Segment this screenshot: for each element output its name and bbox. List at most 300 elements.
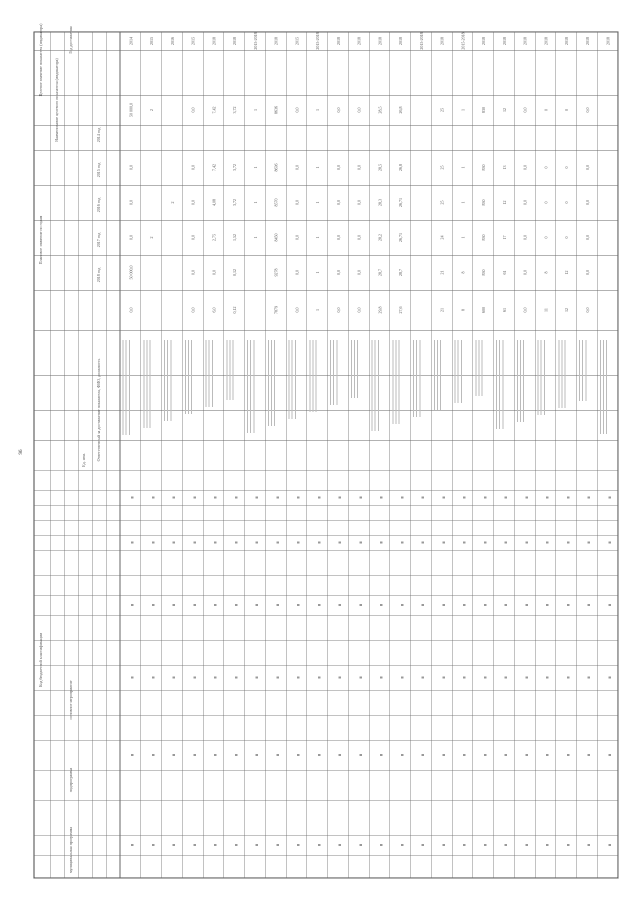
table-cell: 2014: [128, 37, 134, 45]
code-mark: [567, 754, 569, 756]
code-mark: [276, 604, 278, 606]
code-mark: [297, 676, 299, 678]
code-mark: [173, 541, 175, 543]
code-mark: [484, 844, 486, 846]
table-cell: 21: [439, 270, 445, 275]
code-mark: [608, 496, 610, 498]
code-mark: [422, 676, 424, 678]
table-cell: 50 000,0: [128, 103, 134, 117]
code-mark: [214, 541, 216, 543]
code-mark: [422, 604, 424, 606]
table-cell: 0: [543, 201, 549, 204]
code-mark: [339, 496, 341, 498]
table-cell: 2018: [211, 37, 217, 45]
code-mark: [588, 604, 590, 606]
table-cell: 0,0: [356, 307, 362, 313]
code-mark: [463, 541, 465, 543]
table-cell: 26,71: [398, 233, 404, 242]
table-cell: 1: [315, 201, 321, 204]
table-cell: 0,0: [522, 165, 528, 170]
table-cell: 830: [481, 234, 487, 241]
code-mark: [525, 604, 527, 606]
code-mark: [276, 496, 278, 498]
code-mark: [152, 676, 154, 678]
code-mark: [318, 754, 320, 756]
table-cell: 28,3: [377, 199, 383, 206]
code-mark: [131, 676, 133, 678]
code-mark: [608, 676, 610, 678]
code-mark: [442, 496, 444, 498]
code-mark: [401, 844, 403, 846]
table-cell: 0,0: [128, 235, 134, 240]
table-cell: 0,0: [128, 165, 134, 170]
table-cell: 0,0: [584, 165, 590, 170]
code-mark: [359, 676, 361, 678]
code-mark: [422, 844, 424, 846]
table-cell: 8570: [273, 198, 279, 207]
table-cell: 28,5: [377, 106, 383, 114]
code-mark: [235, 844, 237, 846]
code-mark: [193, 604, 195, 606]
table-cell: 26,8: [398, 164, 404, 171]
table-cell: 0,0: [335, 200, 341, 205]
table-cell: 0,0: [356, 270, 362, 275]
code-mark: [380, 541, 382, 543]
table-cell: 0: [564, 109, 570, 111]
header-plan-year: 2016 год: [96, 197, 101, 213]
code-mark: [525, 844, 527, 846]
code-mark: [463, 844, 465, 846]
code-mark: [173, 604, 175, 606]
code-mark: [318, 541, 320, 543]
table-cell: 1: [460, 201, 466, 204]
code-mark: [214, 676, 216, 678]
code-mark: [152, 754, 154, 756]
code-mark: [463, 604, 465, 606]
table-cell: 0,0: [190, 235, 196, 240]
table-cell: 0,0: [356, 200, 362, 205]
code-mark: [484, 754, 486, 756]
table-cell: 830: [481, 199, 487, 206]
code-mark: [505, 844, 507, 846]
code-mark: [193, 844, 195, 846]
code-mark: [422, 496, 424, 498]
code-mark: [546, 676, 548, 678]
header-indicator-name: Наименование целевого показателя (индикатора): [54, 58, 59, 142]
code-mark: [567, 541, 569, 543]
code-mark: [359, 496, 361, 498]
code-mark: [546, 754, 548, 756]
table-cell: 28,7: [398, 269, 404, 276]
code-mark: [525, 496, 527, 498]
code-mark: [359, 844, 361, 846]
table-cell: 0,0: [356, 107, 362, 113]
page-number: 96: [19, 449, 24, 455]
code-mark: [297, 496, 299, 498]
table-cell: 12: [501, 200, 507, 205]
code-mark: [173, 754, 175, 756]
table-cell: 0: [564, 166, 570, 169]
code-mark: [608, 754, 610, 756]
code-mark: [546, 541, 548, 543]
code-mark: [256, 676, 258, 678]
code-mark: [256, 844, 258, 846]
code-mark: [608, 604, 610, 606]
table-cell: 2018: [481, 37, 487, 45]
code-mark: [422, 541, 424, 543]
code-mark: [463, 496, 465, 498]
code-mark: [442, 604, 444, 606]
table-cell: 0,0: [128, 307, 134, 313]
table-cell: 1: [252, 166, 258, 169]
table-cell: 0,0: [128, 200, 134, 205]
header-unit: Ед. изм.: [81, 453, 86, 467]
code-mark: [525, 676, 527, 678]
code-mark: [214, 496, 216, 498]
table-cell: 0: [543, 109, 549, 111]
code-mark: [505, 676, 507, 678]
table-cell: 0,0: [522, 200, 528, 205]
table-cell: 0,0: [294, 200, 300, 205]
table-cell: 6,0: [211, 307, 217, 313]
table-cell: 2018: [584, 37, 590, 45]
table-cell: 28,2: [377, 234, 383, 241]
table-cell: 25: [439, 108, 445, 112]
table-cell: 26,8: [398, 106, 404, 114]
table-cell: 1: [460, 236, 466, 239]
table-cell: 0,0: [584, 235, 590, 240]
code-mark: [152, 541, 154, 543]
code-mark: [380, 754, 382, 756]
table-cell: 3,72: [232, 199, 238, 206]
table-cell: 0,0: [294, 107, 300, 113]
table-cell: 1: [315, 309, 321, 311]
code-mark: [422, 754, 424, 756]
table-cell: 2015-2018: [252, 32, 258, 50]
table-cell: 3,72: [232, 106, 238, 114]
code-mark: [235, 496, 237, 498]
table-cell: 28,7: [377, 269, 383, 276]
table-cell: 0,0: [190, 107, 196, 113]
table-cell: 0: [564, 236, 570, 239]
header-plan-year: 2017 год: [96, 232, 101, 248]
code-mark: [235, 541, 237, 543]
table-cell: 2018: [522, 37, 528, 45]
code-mark: [588, 541, 590, 543]
code-mark: [276, 541, 278, 543]
table-cell: 1: [252, 201, 258, 204]
code-mark: [256, 541, 258, 543]
table-cell: 0,0: [294, 270, 300, 275]
table-cell: 26,71: [398, 198, 404, 207]
table-cell: 2018: [335, 37, 341, 45]
code-mark: [359, 541, 361, 543]
code-mark: [442, 541, 444, 543]
code-mark: [463, 754, 465, 756]
header-plan-year: 2014 год: [96, 127, 101, 143]
code-mark: [318, 676, 320, 678]
code-mark: [214, 604, 216, 606]
code-mark: [401, 496, 403, 498]
code-mark: [505, 541, 507, 543]
code-mark: [546, 844, 548, 846]
header-year: Год достижения: [68, 26, 73, 54]
code-mark: [588, 754, 590, 756]
code-mark: [484, 496, 486, 498]
table-cell: 0,0: [190, 200, 196, 205]
table-cell: 0,0: [522, 107, 528, 113]
code-mark: [380, 604, 382, 606]
code-mark: [339, 844, 341, 846]
table-cell: 830: [481, 269, 487, 276]
table-cell: 12: [564, 308, 570, 312]
table-cell: 0,0: [522, 270, 528, 275]
table-cell: 21: [439, 308, 445, 312]
table-cell: 0,0: [335, 307, 341, 313]
code-mark: [359, 754, 361, 756]
table-cell: 1: [315, 109, 321, 111]
code-mark: [588, 676, 590, 678]
table-cell: 2015: [149, 37, 155, 45]
table-cell: 0,0: [522, 307, 528, 313]
header-plan-group: Плановое значение по годам: [38, 215, 43, 265]
code-mark: [214, 844, 216, 846]
code-mark: [152, 496, 154, 498]
code-mark: [131, 541, 133, 543]
code-mark: [608, 541, 610, 543]
code-mark: [401, 604, 403, 606]
code-mark: [235, 754, 237, 756]
code-mark: [608, 844, 610, 846]
table-cell: 2018: [232, 37, 238, 45]
table-cell: 9278: [273, 268, 279, 277]
code-mark: [442, 676, 444, 678]
table-cell: 2015-2018: [315, 32, 321, 50]
table-cell: 0,0: [584, 307, 590, 313]
table-cell: 0,12: [232, 269, 238, 276]
table-cell: 2: [149, 236, 155, 239]
code-mark: [380, 676, 382, 678]
code-mark: [193, 541, 195, 543]
table-cell: 2018: [605, 37, 611, 45]
table-cell: 0,0: [584, 200, 590, 205]
table-cell: 24: [439, 235, 445, 240]
code-mark: [442, 754, 444, 756]
table-cell: 0,0: [335, 165, 341, 170]
table-cell: 2018: [501, 37, 507, 45]
table-cell: 7,42: [211, 106, 217, 114]
code-mark: [339, 676, 341, 678]
code-mark: [318, 844, 320, 846]
code-mark: [463, 676, 465, 678]
code-mark: [401, 754, 403, 756]
code-mark: [525, 541, 527, 543]
code-mark: [131, 604, 133, 606]
table-cell: 0,0: [335, 235, 341, 240]
code-mark: [256, 754, 258, 756]
table-cell: 28,5: [377, 164, 383, 171]
table-cell: 0,0: [335, 270, 341, 275]
table-cell: 2: [169, 201, 175, 204]
table-cell: 50 000,0: [128, 265, 134, 280]
code-mark: [380, 496, 382, 498]
code-mark: [567, 604, 569, 606]
table-cell: 0,0: [294, 165, 300, 170]
table-cell: 8636: [273, 106, 279, 114]
code-mark: [131, 496, 133, 498]
code-mark: [359, 604, 361, 606]
table-cell: 0,0: [190, 270, 196, 275]
code-mark: [442, 844, 444, 846]
code-mark: [567, 496, 569, 498]
table-cell: 2018: [356, 37, 362, 45]
code-mark: [131, 754, 133, 756]
table-cell: 0,0: [356, 165, 362, 170]
code-mark: [297, 604, 299, 606]
code-mark: [318, 604, 320, 606]
table-cell: 1,52: [232, 234, 238, 241]
table-cell: 12: [501, 108, 507, 112]
code-mark: [484, 604, 486, 606]
table-cell: 2015-2018: [460, 32, 466, 50]
table-cell: 1: [315, 236, 321, 239]
code-mark: [152, 604, 154, 606]
table-cell: 8450: [273, 233, 279, 242]
header-plan-year: 2018 год: [96, 267, 101, 283]
table-cell: 61: [501, 270, 507, 275]
table-cell: 0,0: [584, 107, 590, 113]
table-cell: 7,42: [211, 164, 217, 171]
code-mark: [193, 496, 195, 498]
code-mark: [297, 541, 299, 543]
code-mark: [193, 676, 195, 678]
table-cell: 2016: [169, 37, 175, 45]
code-mark: [256, 496, 258, 498]
table-cell: 0,0: [584, 270, 590, 275]
header-plan-year: 2015 год: [96, 162, 101, 178]
code-mark: [276, 844, 278, 846]
code-mark: [567, 844, 569, 846]
table-cell: 3,72: [232, 164, 238, 171]
table-cell: 2015-2018: [418, 32, 424, 50]
table-cell: 13: [501, 165, 507, 170]
table-cell: 2018: [564, 37, 570, 45]
table-cell: 2018: [439, 37, 445, 45]
header-subprogram: подпрограмма: [68, 767, 73, 793]
table-cell: 8636: [273, 163, 279, 172]
table-cell: 1: [252, 236, 258, 239]
code-mark: [276, 754, 278, 756]
table-cell: 27,6: [398, 306, 404, 314]
table-cell: 1: [315, 271, 321, 274]
table-cell: 61: [501, 308, 507, 312]
code-mark: [235, 604, 237, 606]
code-mark: [318, 496, 320, 498]
code-mark: [401, 541, 403, 543]
code-mark: [214, 754, 216, 756]
table-cell: 2018: [543, 37, 549, 45]
code-mark: [276, 676, 278, 678]
table-cell: 0,0: [211, 270, 217, 275]
code-mark: [131, 844, 133, 846]
code-mark: [339, 541, 341, 543]
table-cell: 2018: [377, 37, 383, 45]
table-cell: 0,0: [335, 107, 341, 113]
code-mark: [380, 844, 382, 846]
table-cell: 0: [543, 166, 549, 169]
code-mark: [152, 844, 154, 846]
code-mark: [505, 754, 507, 756]
table-cell: 0: [564, 201, 570, 204]
table-cell: 2018: [273, 37, 279, 45]
table-cell: 0,0: [190, 307, 196, 313]
code-mark: [567, 676, 569, 678]
code-mark: [339, 754, 341, 756]
table-cell: 17: [501, 235, 507, 240]
code-mark: [546, 604, 548, 606]
code-mark: [297, 844, 299, 846]
code-mark: [588, 844, 590, 846]
code-mark: [401, 676, 403, 678]
code-mark: [546, 496, 548, 498]
table-cell: 8: [460, 271, 466, 274]
table-cell: 0,12: [232, 306, 238, 314]
table-cell: 1: [460, 109, 466, 111]
header-target-value: Целевое значение показателя (индикатора): [38, 23, 43, 97]
header-responsible: Ответственный за достижение показателя, ФИО, должность: [96, 358, 101, 462]
table-cell: 0,0: [294, 307, 300, 313]
table-cell: 1: [460, 166, 466, 169]
code-mark: [588, 496, 590, 498]
table-cell: 0: [543, 236, 549, 239]
table-cell: 830: [481, 107, 487, 113]
table-cell: 8: [460, 309, 466, 311]
table-cell: 0,0: [522, 235, 528, 240]
table-cell: 830: [481, 164, 487, 171]
code-mark: [235, 676, 237, 678]
code-mark: [505, 604, 507, 606]
code-mark: [297, 754, 299, 756]
code-mark: [173, 496, 175, 498]
table-cell: 11: [543, 308, 549, 312]
table-cell: 25: [439, 165, 445, 170]
code-mark: [525, 754, 527, 756]
code-mark: [193, 754, 195, 756]
table-cell: 600: [481, 307, 487, 313]
table-cell: 2015: [190, 37, 196, 45]
code-mark: [173, 844, 175, 846]
table-cell: 12: [564, 270, 570, 275]
table-cell: 2,75: [211, 234, 217, 241]
table-cell: 2015: [294, 37, 300, 45]
code-mark: [505, 496, 507, 498]
code-mark: [339, 604, 341, 606]
header-event: основное мероприятие: [68, 680, 73, 720]
table-cell: 1: [315, 166, 321, 169]
header-program: муниципальная программа: [68, 827, 73, 873]
table-cell: 4,08: [211, 199, 217, 206]
table-cell: 0,0: [356, 235, 362, 240]
table-cell: 1: [252, 109, 258, 111]
header-budget-code: Код бюджетной классификации: [38, 633, 43, 687]
code-mark: [173, 676, 175, 678]
table-cell: 2018: [398, 37, 404, 45]
table-cell: 2: [149, 109, 155, 111]
table-cell: 29,8: [377, 306, 383, 314]
table-cell: 0,0: [294, 235, 300, 240]
code-mark: [256, 604, 258, 606]
table-cell: 8: [543, 271, 549, 274]
